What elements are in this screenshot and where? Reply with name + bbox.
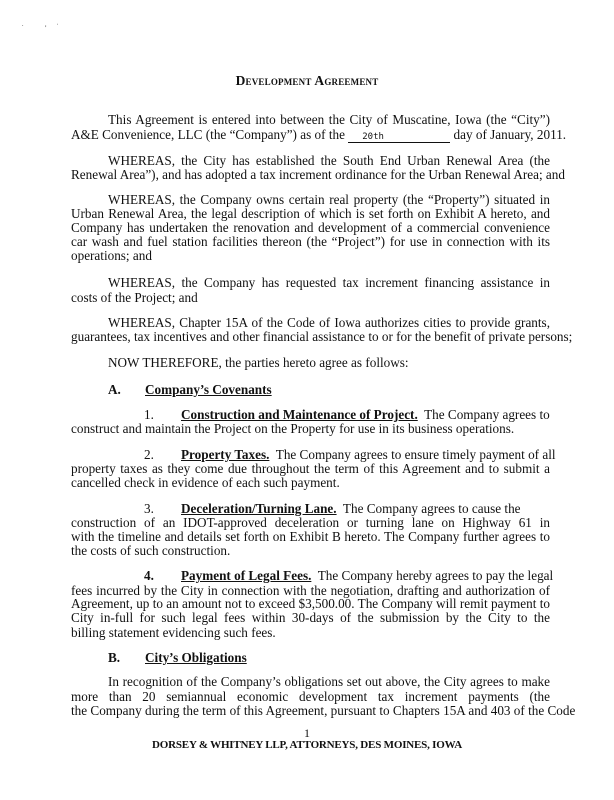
page-number: 1: [304, 726, 310, 740]
recital-4-line: guarantees, tax incentives and other financial assistance to or for the benefit of private persons;: [71, 329, 573, 344]
page-footer: DORSEY & WHITNEY LLP, ATTORNEYS, DES MOINES, IOWA: [152, 739, 462, 751]
item-4-line: Agreement, up to an amount not to exceed $3,500.00. The Company will remit payment to: [71, 596, 550, 611]
recital-4-line: WHEREAS, Chapter 15A of the Code of Iowa authorizes cities to provide grants,: [108, 315, 550, 330]
item-number: 2.: [144, 447, 154, 462]
item-2-line: cancelled check in evidence of each such payment.: [71, 475, 340, 490]
item-4-line: City in-full for such legal fees within 30-days of the submission by the City to the: [71, 610, 550, 625]
recital-1-line: Renewal Area”), and has adopted a tax increment ordinance for the Urban Renewal Area; and: [71, 167, 565, 182]
recital-2-line: WHEREAS, the Company owns certain real property (the “Property”) situated in: [108, 192, 550, 207]
closing-line: the Company during the term of this Agreement, pursuant to Chapters 15A and 403 of the Code: [71, 703, 576, 718]
recital-3-line: costs of the Project; and: [71, 290, 198, 305]
recital-1-line: WHEREAS, the City has established the South End Urban Renewal Area (the: [108, 153, 550, 168]
item-heading: Deceleration/Turning Lane.: [181, 501, 337, 516]
item-number: 3.: [144, 501, 154, 516]
recital-2-line: Urban Renewal Area, the legal description of which is set forth on Exhibit A hereto, and: [71, 206, 550, 221]
recital-3-line: WHEREAS, the Company has requested tax increment financing assistance in: [108, 275, 550, 290]
intro-text-after-date: day of January, 2011.: [453, 127, 567, 142]
item-3-line: construction of an IDOT-approved deceleration or turning lane on Highway 61 in: [71, 515, 550, 530]
item-2-line: property taxes as they come due throughout the term of this Agreement and to submit a: [71, 461, 550, 476]
intro-line-2: [71, 127, 567, 143]
closing-line: In recognition of the Company’s obligations set out above, the City agrees to make: [108, 674, 550, 689]
item-text: The Company agrees to cause the: [336, 501, 521, 516]
item-text: The Company hereby agrees to pay the legal: [311, 568, 554, 583]
section-letter: A.: [108, 382, 121, 397]
item-3-line: the costs of such construction.: [71, 543, 231, 558]
section-heading: City’s Obligations: [145, 650, 247, 665]
section-heading: Company’s Covenants: [145, 382, 272, 397]
item-3-line: with the timeline and details set forth on Exhibit B hereto. The Company further agrees to: [71, 529, 550, 544]
item-4-line: billing statement evidencing such fees.: [71, 625, 276, 640]
section-letter: B.: [108, 650, 121, 665]
recital-5-line: NOW THEREFORE, the parties hereto agree as follows:: [108, 355, 409, 370]
document-title: Development Agreement: [235, 73, 379, 88]
recital-2-line: operations; and: [71, 248, 152, 263]
section-a: [71, 382, 550, 398]
item-1-line: construct and maintain the Project on the Property for use in its business operations.: [71, 421, 515, 436]
item-heading: Construction and Maintenance of Project.: [181, 407, 418, 422]
scan-specks: . ,·: [22, 22, 69, 28]
item-text: The Company agrees to ensure timely payment of all: [269, 447, 556, 462]
item-text: The Company agrees to: [417, 407, 550, 422]
item-number: 4.: [144, 568, 154, 583]
item-number: 1.: [144, 407, 154, 422]
recital-2-line: car wash and fuel station facilities thereon (the “Project”) for use in connection with its: [71, 234, 550, 249]
section-b: [71, 650, 550, 666]
recital-2-line: Company has undertaken the renovation and development of a commercial convenience: [71, 220, 550, 235]
closing-line: more than 20 semiannual economic development tax increment payments (the: [71, 689, 550, 704]
item-heading: Property Taxes.: [181, 447, 270, 462]
item-heading: Payment of Legal Fees.: [181, 568, 312, 583]
intro-line-1: This Agreement is entered into between the City of Muscatine, Iowa (the “City”): [108, 112, 550, 127]
date-field[interactable]: 20th: [348, 131, 450, 143]
item-4-first-line: [144, 568, 554, 584]
item-4-line: fees incurred by the City in connection with the negotiation, drafting and authorization of: [71, 583, 550, 598]
intro-text-before-date: A&E Convenience, LLC (the “Company”) as of the: [71, 127, 345, 142]
